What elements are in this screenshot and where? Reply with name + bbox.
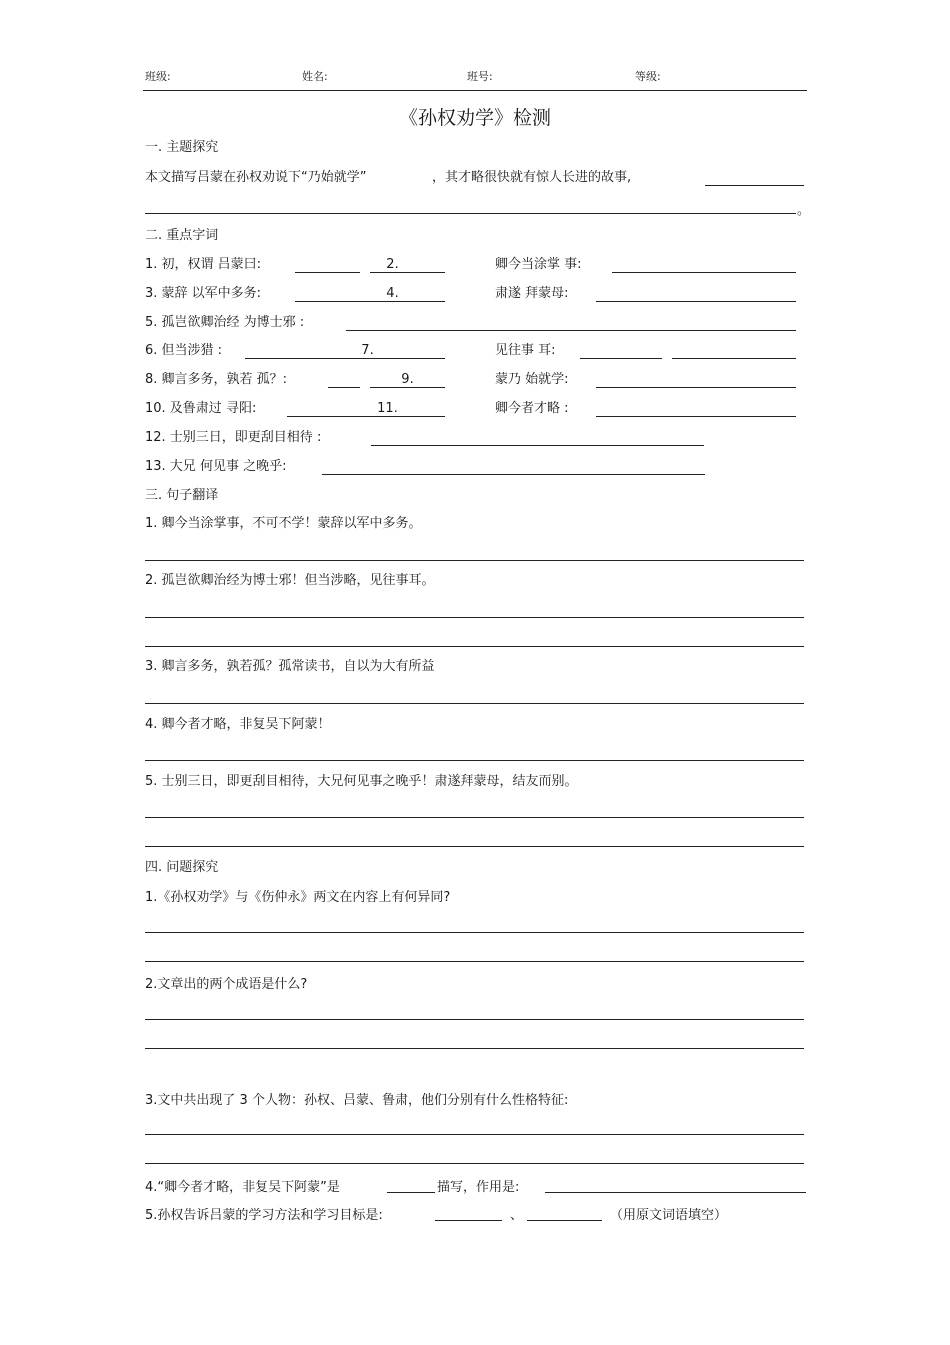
inquiry-blank-function[interactable]: [545, 1192, 806, 1193]
translation-answer-line[interactable]: [145, 646, 804, 647]
inquiry-question-5-separator: 、: [510, 1208, 524, 1223]
inquiry-answer-line[interactable]: [145, 961, 804, 962]
inquiry-blank-method[interactable]: [435, 1220, 502, 1221]
theme-end-mark: 。: [797, 203, 811, 218]
inquiry-blank-description-type[interactable]: [387, 1192, 435, 1193]
header-rule: [143, 90, 807, 91]
grade-label: 等级:: [635, 70, 661, 83]
vocab-item-3: 3. 蒙辞 以军中多务:: [145, 286, 262, 301]
section-heading-vocab: 二. 重点字词: [145, 228, 219, 243]
inquiry-answer-line[interactable]: [145, 932, 804, 933]
vocab-blank-lve[interactable]: [596, 416, 796, 417]
vocab-item-sui: 肃遂 拜蒙母:: [495, 286, 569, 301]
inquiry-blank-goal[interactable]: [527, 1220, 602, 1221]
inquiry-answer-line[interactable]: [145, 1134, 804, 1135]
student-number-label: 班号:: [467, 70, 493, 83]
vocab-item-1: 1. 初，权谓 吕蒙曰:: [145, 257, 262, 272]
section-heading-theme: 一. 主题探究: [145, 140, 219, 155]
vocab-number-9: 9.: [401, 372, 414, 387]
vocab-blank-5[interactable]: [346, 330, 796, 331]
vocab-number-4: 4.: [386, 286, 399, 301]
vocab-item-wang: 见往事 耳:: [495, 343, 556, 358]
translation-answer-line[interactable]: [145, 617, 804, 618]
inquiry-answer-line[interactable]: [145, 1163, 804, 1164]
vocab-blank-nai[interactable]: [596, 387, 796, 388]
theme-blank-1[interactable]: [705, 185, 804, 186]
vocab-blank-zhang[interactable]: [612, 272, 796, 273]
inquiry-answer-line[interactable]: [145, 1048, 804, 1049]
vocab-blank-er[interactable]: [672, 358, 796, 359]
vocab-item-lve: 卿今者才略 :: [495, 401, 569, 416]
inquiry-question-4-b: 描写，作用是:: [437, 1180, 520, 1195]
vocab-number-7: 7.: [361, 343, 374, 358]
vocab-item-6: 6. 但当涉猎 :: [145, 343, 223, 358]
vocab-blank-13[interactable]: [322, 474, 705, 475]
vocab-blank-wang[interactable]: [580, 358, 662, 359]
inquiry-question-2: 2.文章出的两个成语是什么?: [145, 977, 308, 992]
vocab-item-12: 12. 士别三日，即更刮目相待 :: [145, 430, 322, 445]
vocab-number-11: 11.: [377, 401, 398, 416]
translation-answer-line[interactable]: [145, 817, 804, 818]
vocab-blank-8[interactable]: [328, 387, 360, 388]
section-heading-translation: 三. 句子翻译: [145, 488, 219, 503]
translation-question-5: 5. 士别三日，即更刮目相待，大兄何见事之晚乎！肃遂拜蒙母，结友而别。: [145, 774, 578, 789]
inquiry-question-4-a: 4.“卿今者才略，非复吴下阿蒙”是: [145, 1180, 340, 1195]
name-label: 姓名:: [302, 70, 328, 83]
inquiry-question-1: 1.《孙权劝学》与《伤仲永》两文在内容上有何异同?: [145, 890, 451, 905]
inquiry-question-5-hint: （用原文词语填空）: [610, 1208, 728, 1223]
vocab-item-8: 8. 卿言多务，孰若 孤？:: [145, 372, 288, 387]
vocab-item-13: 13. 大兄 何见事 之晚乎:: [145, 459, 287, 474]
section-heading-inquiry: 四. 问题探究: [145, 860, 219, 875]
inquiry-question-5-a: 5.孙权告诉吕蒙的学习方法和学习目标是:: [145, 1208, 383, 1223]
translation-question-3: 3. 卿言多务，孰若孤？孤常读书，自以为大有所益: [145, 659, 435, 674]
translation-answer-line[interactable]: [145, 703, 804, 704]
page-title: 《孙权劝学》检测: [398, 107, 551, 129]
vocab-blank-1[interactable]: [295, 272, 360, 273]
vocab-number-2: 2.: [386, 257, 399, 272]
translation-question-1: 1. 卿今当涂掌事，不可不学！蒙辞以军中多务。: [145, 516, 422, 531]
translation-question-2: 2. 孤岂欲卿治经为博士邪！但当涉略，见往事耳。: [145, 573, 435, 588]
theme-blank-2[interactable]: [145, 213, 796, 214]
translation-question-4: 4. 卿今者才略，非复吴下阿蒙！: [145, 717, 331, 732]
vocab-blank-sui[interactable]: [596, 301, 796, 302]
vocab-item-zhang: 卿今当涂掌 事:: [495, 257, 582, 272]
vocab-item-nai: 蒙乃 始就学:: [495, 372, 569, 387]
translation-answer-line[interactable]: [145, 560, 804, 561]
theme-text-b: ，其才略很快就有惊人长进的故事,: [432, 170, 632, 185]
theme-text-a: 本文描写吕蒙在孙权劝说下“乃始就学”: [145, 170, 367, 185]
vocab-blank-12[interactable]: [371, 445, 704, 446]
inquiry-question-3: 3.文中共出现了 3 个人物：孙权、吕蒙、鲁肃，他们分别有什么性格特征:: [145, 1093, 569, 1108]
translation-answer-line[interactable]: [145, 760, 804, 761]
vocab-item-10: 10. 及鲁肃过 寻阳:: [145, 401, 257, 416]
inquiry-answer-line[interactable]: [145, 1019, 804, 1020]
vocab-item-5: 5. 孤岂欲卿治经 为博士邪 :: [145, 315, 305, 330]
class-label: 班级:: [145, 70, 171, 83]
translation-answer-line[interactable]: [145, 846, 804, 847]
